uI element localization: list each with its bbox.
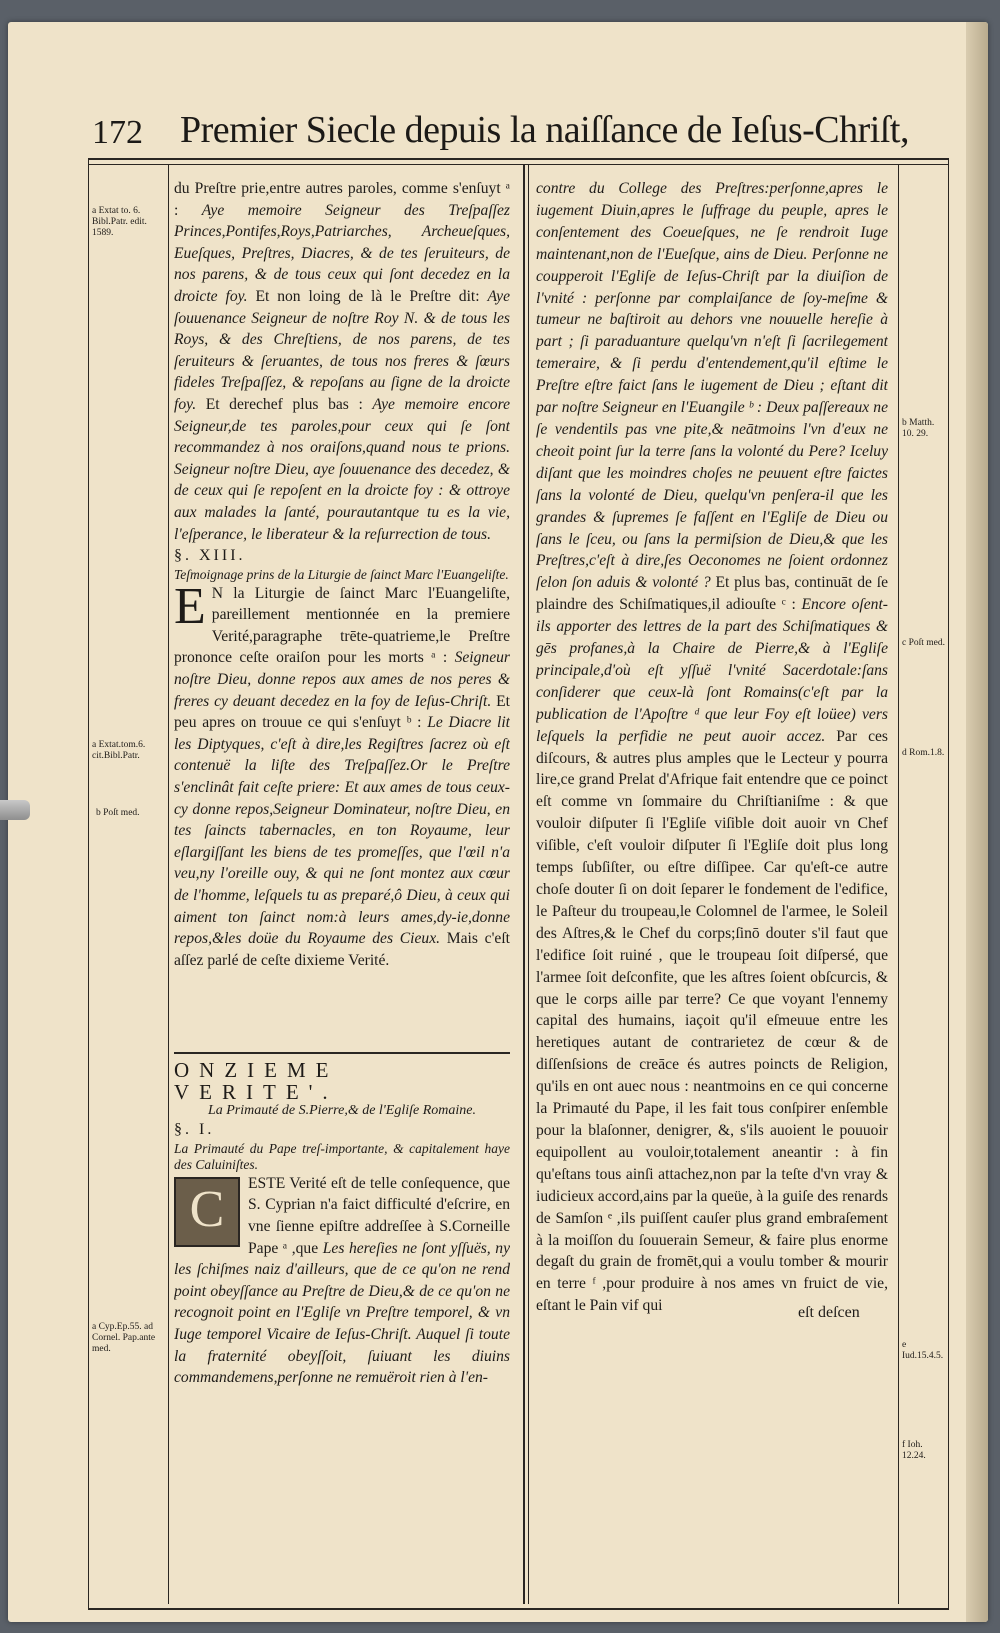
right-column <box>536 178 888 1622</box>
page-number: 172 <box>92 114 143 151</box>
margin-note: f Ioh. 12.24. <box>902 1440 926 1461</box>
chapter-subtitle: La Primauté de S.Pierre,& de l'Egliſe Romaine. <box>207 1103 477 1119</box>
chapter-separator <box>174 1052 510 1054</box>
top-rule <box>88 158 948 160</box>
left-column <box>174 178 510 1050</box>
section-heading: §. I. <box>174 1121 215 1139</box>
drop-cap: E <box>174 577 206 635</box>
margin-note: a Extat to. 6. Bibl.Patr. edit. 1589. <box>92 206 147 238</box>
paragraph: E N la Liturgie de ſainct Marc l'Euangeliſte, pareillement mentionnée en la premiere Verité,paragraphe trēte-quatrieme,le Preſtre prononce ceſte oraiſon pour les morts ᵃ : Seigneur noſtre Dieu, donne repos aux ames de nos peres & freres cy deuant decedez en la foy de Ieſus-Chriſt. Et peu apres on trouue ce qui s'enſuyt ᵇ : Le Diacre lit les Diptyques, c'eſt à dire,les Regiſtres ſacrez où eſt contenuë la liſte des Treſpaſſez.Or le Preſtre s'enclinât fait ceſte priere: Et aux ames de tous ceux-cy donne repos,Seigneur Dominateur, noſtre Dieu, en tes ſaincts tabernacles, en ton Royaume, leur eſlargiſſant les biens de tes promeſſes, que l'œil n'a veu,ny l'oreille ouy, & qui ne ſont montez aux cœur de l'homme, leſquels tu as preparé,ô Dieu, à ceux qui aiment ton ſainct nom:à leurs ames,dy-ie,donne repos,&les doüe du Royaume des Cieux. Mais c'eſt aſſez parlé de ceſte dixieme Verité. <box>174 577 510 969</box>
paragraph: contre du College des Preſtres:perſonne,apres le iugement Diuin,apres le ſuffrage du peuple, apres le conſentement des Coeueſques, ne ſe rendroit Iuge maintenant,non de l'Eueſque, ains de Dieu. Perſonne ne coupperoit l'Egliſe de Ieſus-Chriſt par la diuiſion de l'vnité : perſonne par complaiſance de ſoy-meſme & tumeur ne baſtiroit au dehors vne nouuelle hereſie à part ; ſi paraduanture quelqu'vn n'eſt ſi ſacrilegement temeraire, & ſi perdu d'entendement,qu'il eſtime le Preſtre eſtre faict ſans le iugement de Dieu ; eſtant dit par noſtre Seigneur en l'Euangile ᵇ : Deux paſſereaux ne ſe vendentils pas vne pite,& neātmoins l'vn d'eux ne cheoit point ſur la terre ſans la volonté du Pere? Iceluy diſant que les moindres choſes ne peuuent eſtre faictes ſans la volonté de Dieu, quelqu'vn penſera-il que les grandes & ſupremes ſe faſſent en l'Egliſe de Dieu ou ſans le ſceu, ou ſans la permiſsion de Dieu,& que les Preſtres,c'eſt à dire,ſes Oeconomes ne ſoient ordonnez ſelon ſon aduis & volonté ? Et plus bas, continuāt de ſe plaindre des Schiſmatiques,il adiouſte ᶜ : Encore oſent-ils apporter des lettres de la part des Schiſmatiques & gēs profanes,à la Chaire de Pierre,& à l'Egliſe principale,d'où eſt yſſuë l'vnité Sacerdotale:ſans conſiderer que ceux-là ſont Romains(c'eſt par la publication de l'Apoſtre ᵈ que leur Foy eſt loüee) vers leſquels la perfidie ne peut auoir accez. Par ces diſcours, & autres plus amples que le Lecteur y pourra lire,ce grand Prelat d'Afrique fait entendre que ce poinct eſt comme vn ſommaire du Chriſtianiſme : & que vouloir diſputer ſi l'Egliſe viſible doit auoir vn Chef viſible, c'eſt vouloir diſputer ſi l'Egliſe doit plus long temps ſubſiſter, ou eſtre diſſipee. Car qu'eſt-ce autre choſe douter ſi on doit ſeparer le fondement de l'edifice, le Paſteur du troupeau,le Colomnel de l'armee, le Soleil des Aſtres,& le Chef du corps;ſinō douter s'il faut que l'edifice ſoit ruiné , que le troupeau ſoit diſpersé, que l'armee ſoit deſconfite, que les aſtres ſoient obſcurcis, & que le corps aille par terre? Ce que voyant l'ennemy capital des humains, iaçoit qu'il eſmeuue entre les heretiques autant de contrarietez de cœur & de diſſenſsions de creāce és autres poincts de Religion, qu'ils en ont auec nous : neantmoins en ce qui concerne la Primauté du Pape, il les fait tous conſpirer enſemble pour la blaſonner, denigrer, &, s'ils auoient le pouuoir equipollent au vouloir,totalement aneantir : à fin qu'eſtans tous ainſi attachez,non par la teſte d'vn vray & iudicieux accord,ains par la queüe, à la guiſe des renards de Samſon ᵉ ,ils puiſſent cauſer plus grand embraſement à la moiſſon du ſouuerain Semeur, & faire plus enorme degaſt du grain de fromēt,qui a voulu tomber & mourir en terre ᶠ ,pour produire à nos ames vn fruict de vie, eſtant le Pain vif qui <box>536 180 888 1315</box>
margin-note: e Iud.15.4.5. <box>902 1340 944 1361</box>
book-page <box>8 22 988 1622</box>
section-heading: §. XIII. <box>174 547 246 565</box>
page-header <box>88 100 948 156</box>
paragraph: du Preſtre prie,entre autres paroles, comme s'enſuyt ᵃ : Aye memoire Seigneur des Treſpaſſez Princes,Pontifes,Roys,Patriarches, Archeueſques, Eueſques, Preſtres, Diacres, & de tes ſeruiteurs, de nos parens, & de tous ceux qui ſont decedez en la droicte foy. Et non loing de là le Preſtre dit: Aye ſouuenance Seigneur de noſtre Roy N. & de tous les Roys, & des Chreſtiens, de nos parens, de tes ſeruiteurs & ſeruantes, de tous nos freres & ſœurs fideles Treſpaſſez, & repoſans au ſigne de la droicte foy. Et derechef plus bas : Aye memoire encore Seigneur,de tes paroles,pour ceux qui ſe ſont recommandez à nos oraiſons,quand nous te prions. Seigneur noſtre Dieu, aye ſouuenance des decedez, & de ceux qui ſe repoſent en la droicte foy : & ottroye aux malades la ſanté, pourautantque tu es la vie, l'eſperance, le liberateur & la reſurrection de tous. <box>174 180 510 543</box>
running-title: Premier Siecle depuis la naiſſance de Ieſus-Chriſt, <box>180 109 909 151</box>
margin-note: c Poſt med. <box>902 638 946 648</box>
margin-note: d Rom.1.8. <box>902 748 945 758</box>
ornamental-drop-cap: C <box>174 1177 240 1247</box>
paragraph: C ESTE Verité eſt de telle conſequence, que S. Cyprian n'a faict difficulté d'eſcrire, en vne ſienne epiſtre addreſſee à S.Corneille Pape ᵃ ,que Les hereſies ne ſont yſſuës, ny les ſchiſmes naiz d'ailleurs, que de ce qu'on ne rend point obeyſſance au Preſtre de Dieu,& de ce qu'on ne recognoit point en l'Egliſe vn Preſtre temporel, & vn Iuge temporel Vicaire de Ieſus-Chriſt. Auquel ſi toute la fraternité obeyſſoit, ſuiuant les diuins commandemens,perſonne ne remuëroit rien à l'en- <box>174 1174 510 1387</box>
page-clip-tab <box>0 800 30 820</box>
column-divider <box>523 164 525 1604</box>
section-caption: La Primauté du Pape treſ-importante, & capitalement haye des Caluiniſtes. <box>174 1140 510 1172</box>
section-caption: Teſmoignage prins de la Liturgie de ſainct Marc l'Euangeliſte. <box>174 566 509 582</box>
frame-left-rule <box>88 158 89 1610</box>
margin-right-rule <box>898 164 899 1604</box>
margin-note: a Extat.tom.6. cit.Bibl.Patr. <box>92 740 146 761</box>
left-column-chapter <box>174 1060 510 1622</box>
column-divider-thin <box>528 164 529 1604</box>
catchword: eſt deſcen <box>798 1304 860 1321</box>
chapter-title: ONZIEME VERITE'. <box>174 1060 339 1104</box>
top-rule-thin <box>88 164 948 165</box>
margin-note: a Cyp.Ep.55. ad Cornel. Pap.ante med. <box>92 1322 156 1354</box>
frame-right-rule <box>948 158 949 1610</box>
page-gutter <box>966 22 988 1622</box>
margin-left-rule <box>168 164 169 1604</box>
margin-note: b Poſt med. <box>96 808 140 818</box>
margin-note: b Matth. 10. 29. <box>902 418 935 439</box>
